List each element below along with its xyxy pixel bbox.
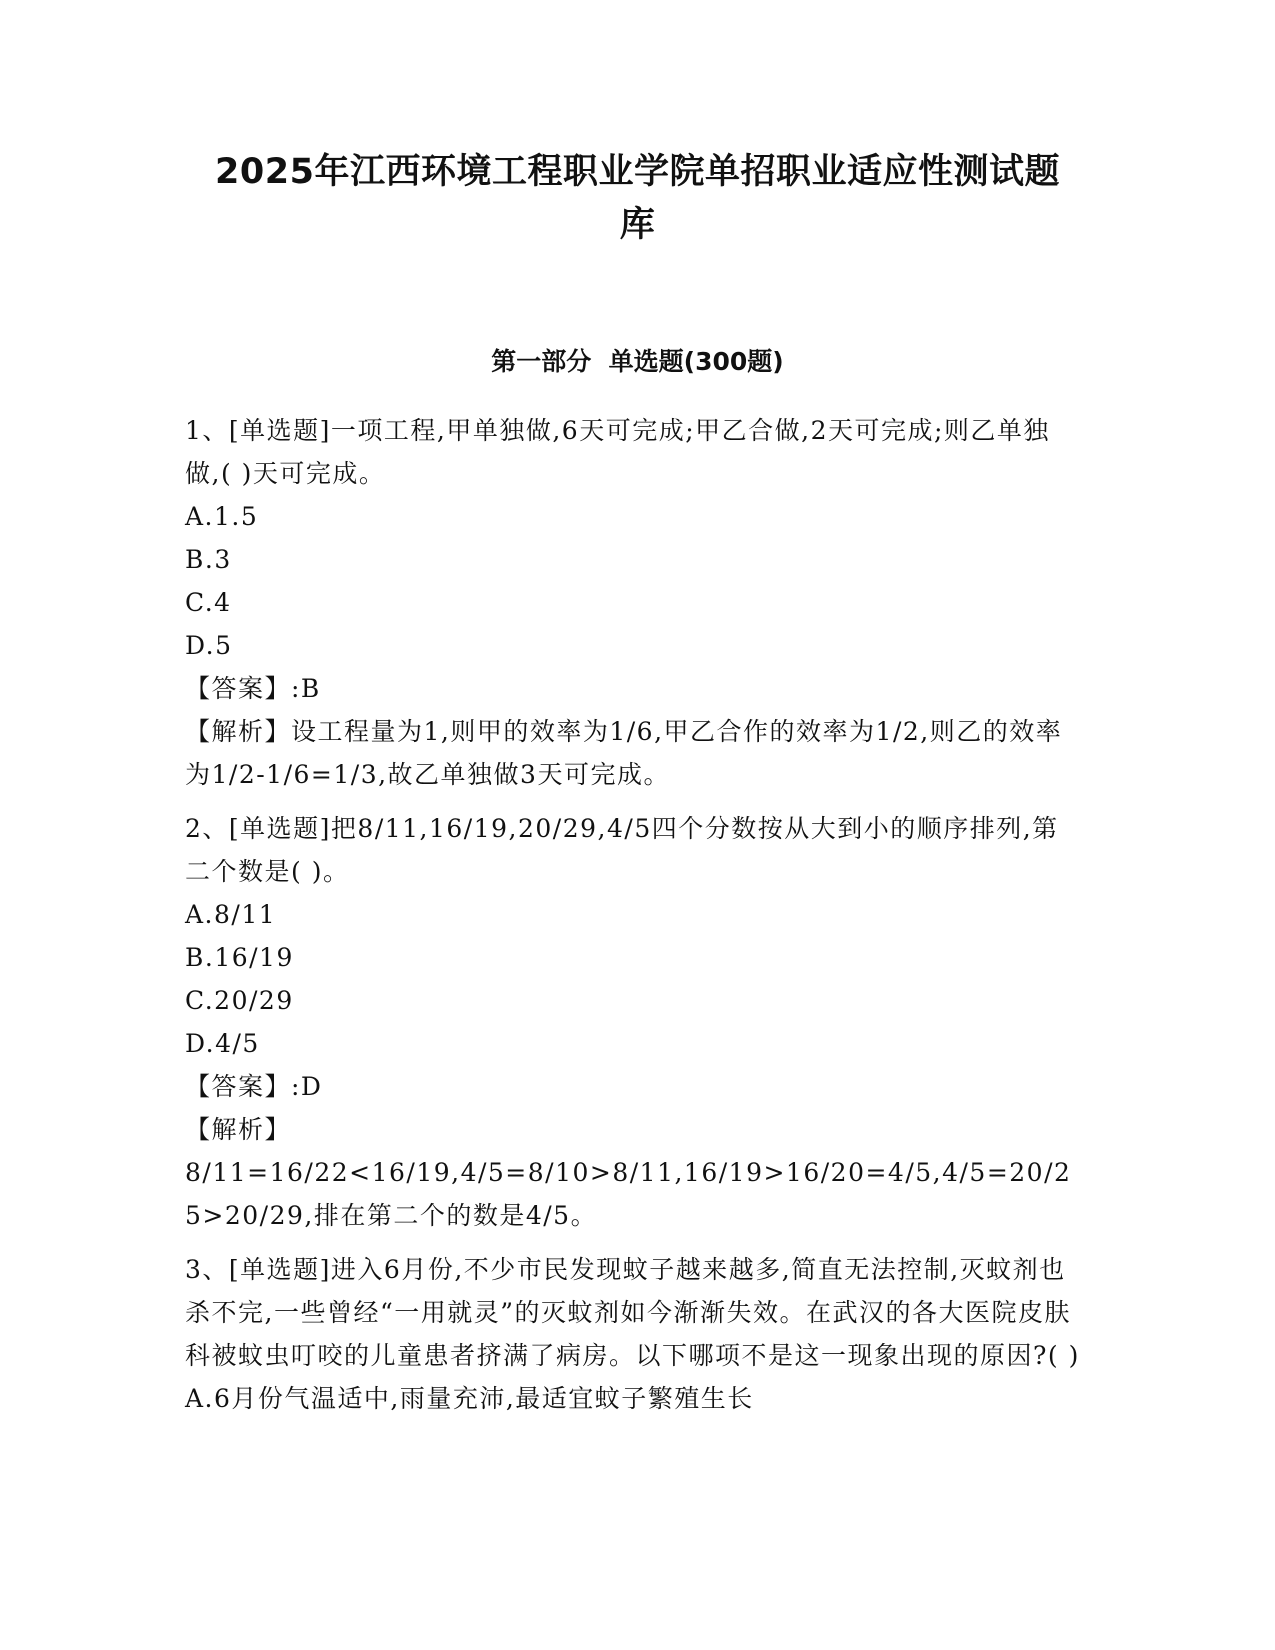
option-c: C.4 bbox=[185, 588, 232, 617]
section-heading: 第一部分 单选题(300题) bbox=[491, 347, 784, 376]
analysis-label: 【解析】 bbox=[185, 1115, 292, 1144]
option-a: A.6月份气温适中,雨量充沛,最适宜蚊子繁殖生长 bbox=[185, 1384, 754, 1413]
option-a: A.1.5 bbox=[185, 502, 259, 531]
answer: 【答案】:B bbox=[185, 674, 321, 703]
question-stem: 2、[单选题]把8/11,16/19,20/29,4/5四个分数按从大到小的顺序排列,第二个数是( )。 bbox=[185, 814, 1059, 886]
answer: 【答案】:D bbox=[185, 1072, 323, 1101]
option-d: D.5 bbox=[185, 631, 233, 660]
question-stem: 1、[单选题]一项工程,甲单独做,6天可完成;甲乙合做,2天可完成;则乙单独做,( )天可完成。 bbox=[185, 416, 1050, 488]
document-title bbox=[170, 146, 1105, 252]
question-list bbox=[185, 409, 1085, 1431]
option-b: B.3 bbox=[185, 545, 232, 574]
question-1 bbox=[185, 409, 1085, 796]
title-line-1: 2025年江西环境工程职业学院单招职业适应性测试题 bbox=[215, 152, 1060, 192]
option-b: B.16/19 bbox=[185, 943, 294, 972]
option-a: A.8/11 bbox=[185, 900, 277, 929]
question-3 bbox=[185, 1248, 1085, 1420]
option-d: D.4/5 bbox=[185, 1029, 260, 1058]
title-line-2: 库 bbox=[619, 205, 656, 245]
option-c: C.20/29 bbox=[185, 986, 294, 1015]
analysis: 8/11=16/22<16/19,4/5=8/10>8/11,16/19>16/20=4/5,4/5=20/25>20/29,排在第二个的数是4/5。 bbox=[185, 1158, 1072, 1230]
question-stem: 3、[单选题]进入6月份,不少市民发现蚊子越来越多,简直无法控制,灭蚊剂也杀不完,一些曾经“一用就灵”的灭蚊剂如今渐渐失效。在武汉的各大医院皮肤科被蚊虫叮咬的儿童患者挤满了病房。以下哪项不是这一现象出现的原因?( ) bbox=[185, 1255, 1080, 1370]
analysis: 【解析】设工程量为1,则甲的效率为1/6,甲乙合作的效率为1/2,则乙的效率为1/2-1/6=1/3,故乙单独做3天可完成。 bbox=[185, 717, 1063, 789]
question-2 bbox=[185, 807, 1085, 1237]
